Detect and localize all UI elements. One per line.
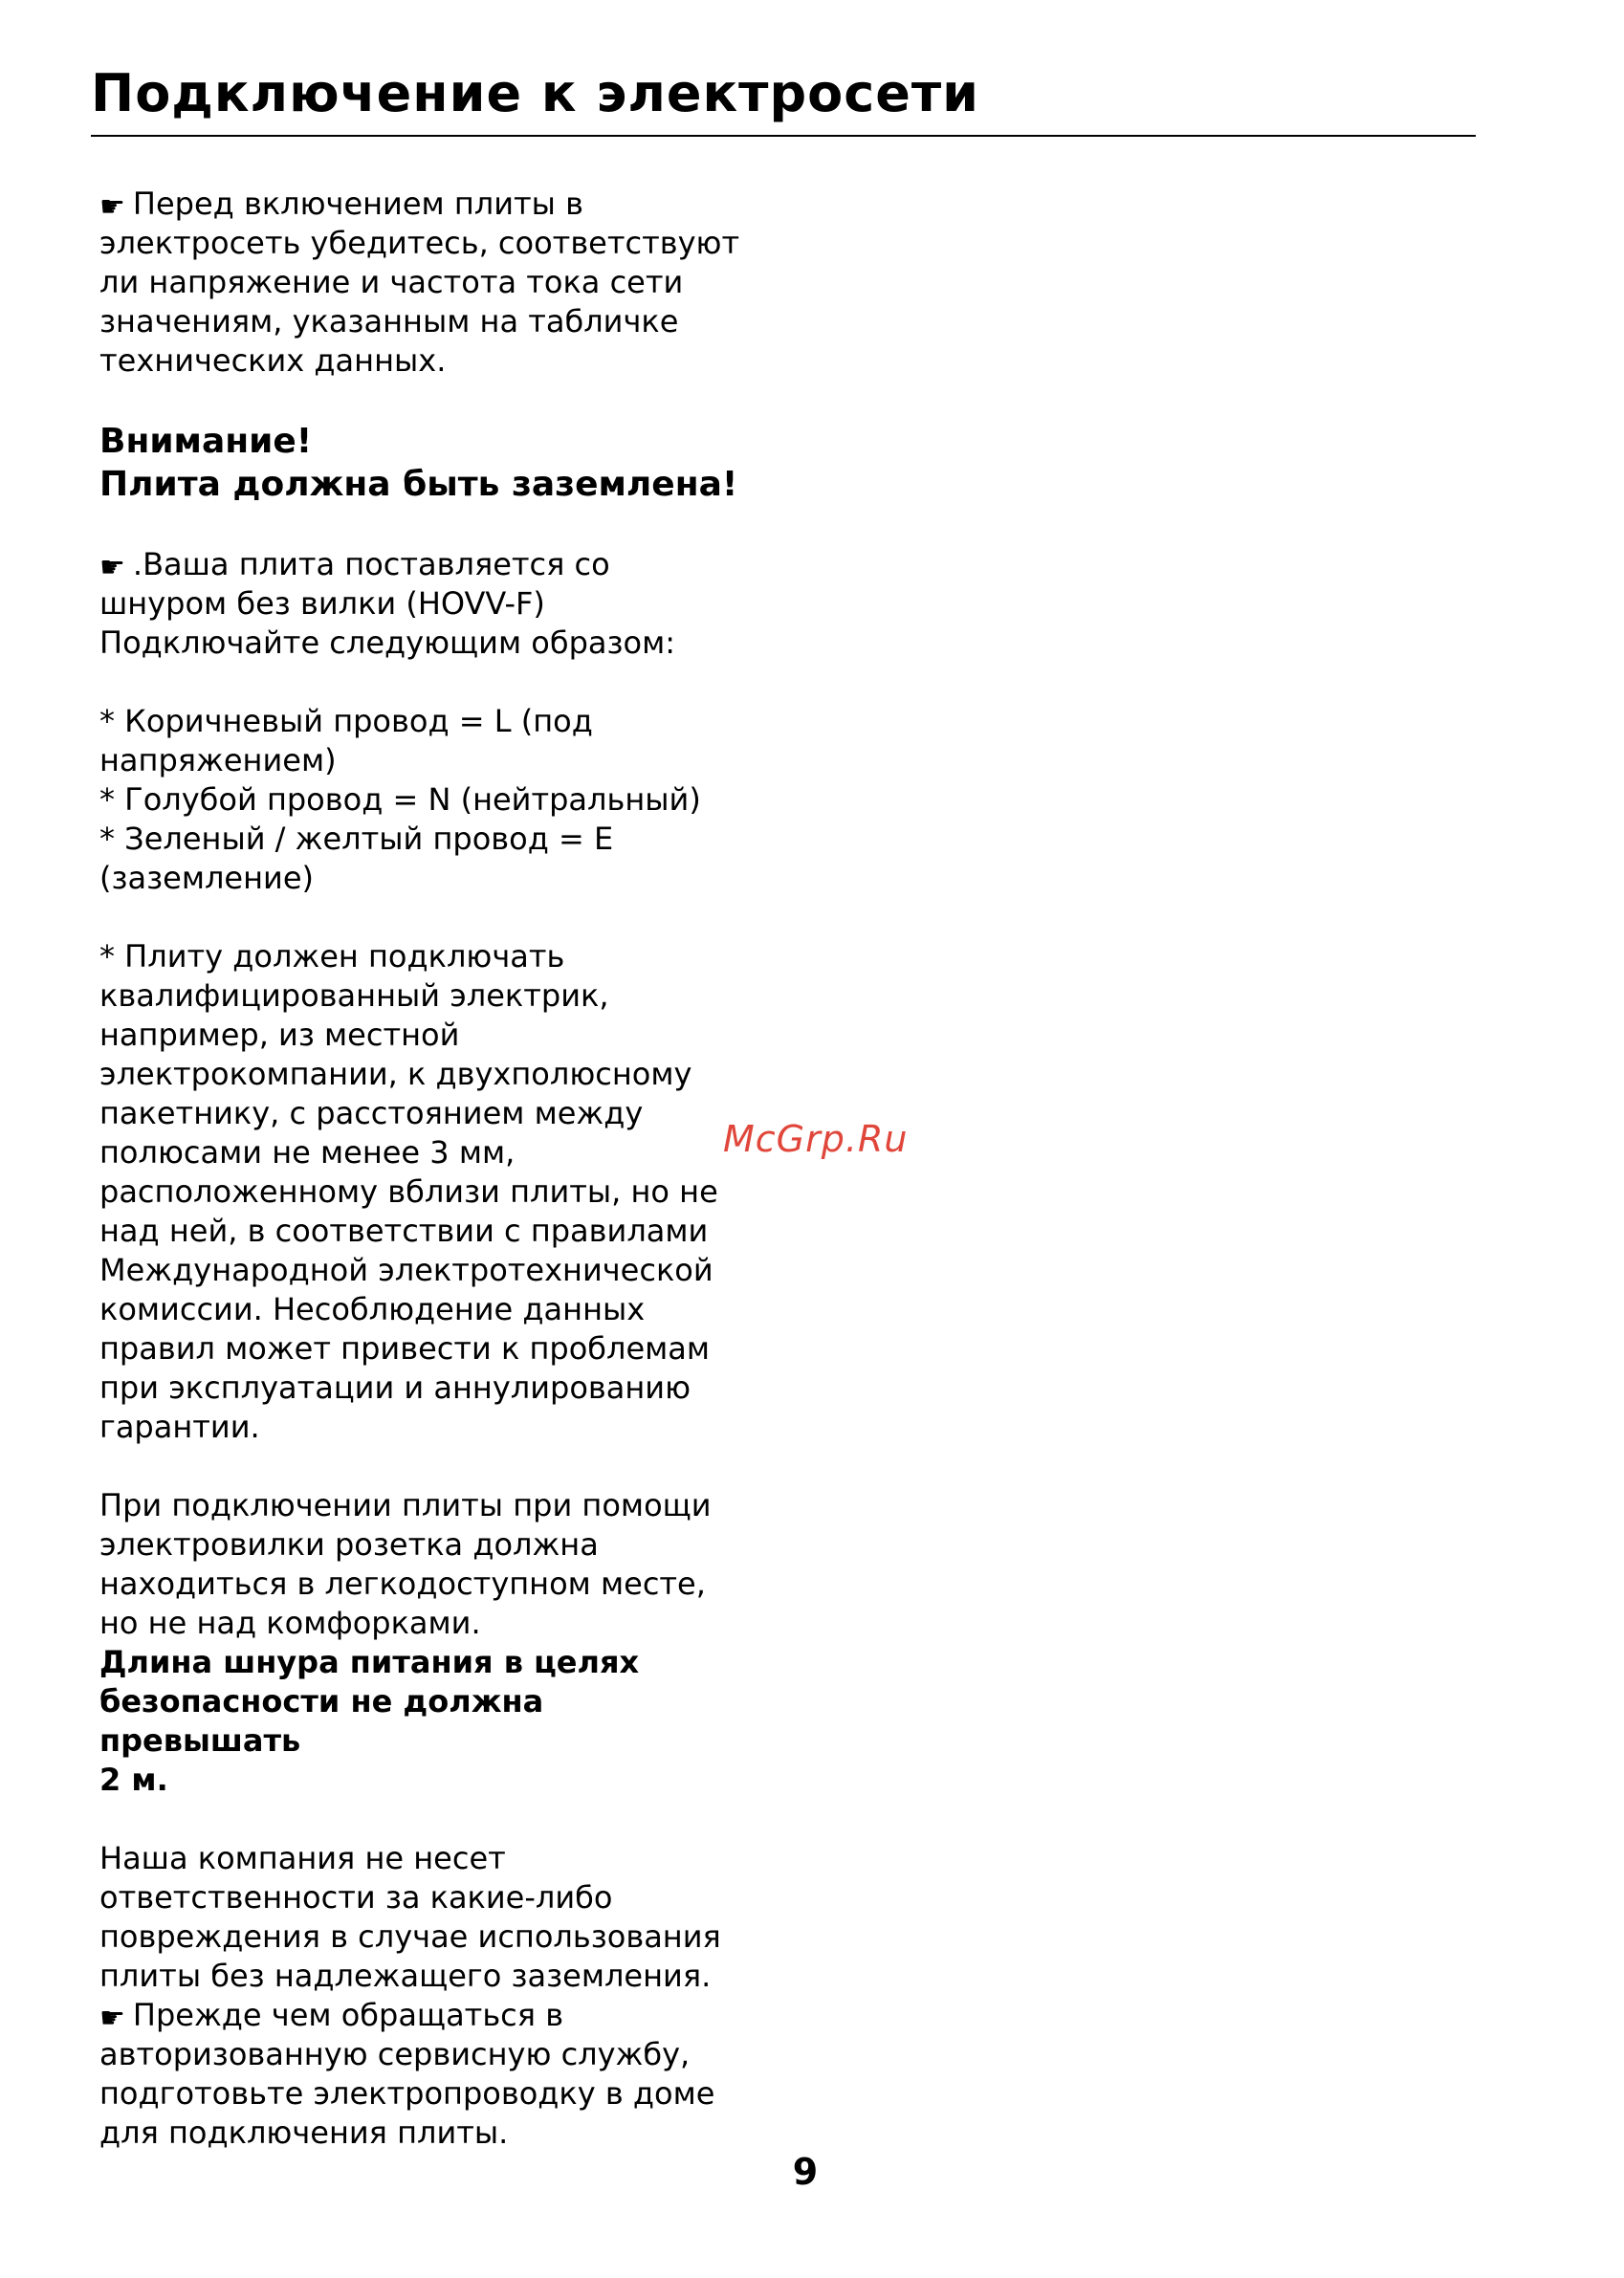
plug-paragraph	[99, 1486, 750, 1800]
text-line-bold: безопасности не должна превышать	[99, 1683, 544, 1759]
text-line: При подключении плиты при помощи	[99, 1487, 712, 1523]
spacer	[99, 506, 750, 545]
page-number: 9	[792, 2151, 819, 2193]
text-line: Подключайте следующим образом:	[99, 624, 676, 661]
text-line: электровилки розетка должна	[99, 1526, 599, 1563]
watermark: McGrp.Ru	[723, 1118, 909, 1160]
text-line: * Зеленый / желтый провод = E	[99, 821, 614, 857]
text-line-bold: 2 м.	[99, 1762, 168, 1798]
page-title: Подключение к электросети	[91, 63, 979, 123]
warning-text: Плита должна быть заземлена!	[99, 465, 738, 504]
text-line: ☛ Перед включением плиты в	[99, 186, 583, 224]
text-line: авторизованную сервисную службу,	[99, 2036, 691, 2072]
text-line: (заземление)	[99, 860, 314, 896]
text-line: Наша компания не несет	[99, 1840, 506, 1876]
text-line: электросеть убедитесь, соответствуют	[99, 225, 740, 261]
text-line-bold: Длина шнура питания в целях	[99, 1644, 640, 1680]
text-line: расположенному вблизи плиты, но не	[99, 1173, 718, 1210]
text-line: шнуром без вилки (HOVV-F)	[99, 585, 545, 622]
text-line: напряжением)	[99, 742, 337, 778]
text-line: гарантии.	[99, 1409, 260, 1445]
text-line: плиты без надлежащего заземления.	[99, 1958, 712, 1994]
warning-heading: Внимание!	[99, 422, 313, 461]
voltage-check-paragraph	[99, 185, 750, 381]
spacer	[99, 1447, 750, 1486]
text-line: Международной электротехнической	[99, 1252, 713, 1288]
spacer	[99, 898, 750, 937]
text-line: квалифицированный электрик,	[99, 977, 609, 1014]
document-body	[99, 185, 750, 2153]
text-line: пакетнику, с расстоянием между	[99, 1095, 644, 1131]
text-line: для подключения плиты.	[99, 2114, 509, 2151]
text-line: технических данных.	[99, 342, 447, 379]
text-line: ответственности за какие-либо	[99, 1879, 613, 1916]
text-line: электрокомпании, к двухполюсному	[99, 1056, 692, 1092]
text-line: но не над комфорками.	[99, 1605, 481, 1641]
pointing-hand-icon: ☛	[99, 2002, 125, 2035]
text-line: правил может привести к проблемам	[99, 1330, 711, 1367]
cord-supply-paragraph	[99, 545, 750, 663]
text-line: подготовьте электропроводку в доме	[99, 2075, 715, 2112]
wire-color-list	[99, 702, 750, 898]
text-line: находиться в легкодоступном месте,	[99, 1566, 706, 1602]
spacer	[99, 1800, 750, 1839]
liability-paragraph	[99, 1839, 750, 2153]
text-line: ли напряжение и частота тока сети	[99, 264, 684, 300]
grounding-warning	[99, 420, 750, 506]
text-line: повреждения в случае использования	[99, 1918, 721, 1955]
title-divider	[91, 135, 1476, 137]
text-line: значениям, указанным на табличке	[99, 303, 679, 340]
text-line: * Коричневый провод = L (под	[99, 703, 593, 739]
text-line: например, из местной	[99, 1017, 460, 1053]
pointing-hand-icon: ☛	[99, 551, 125, 584]
text-line: полюсами не менее 3 мм,	[99, 1134, 516, 1171]
text-line: при эксплуатации и аннулированию	[99, 1369, 691, 1406]
text-line: * Голубой провод = N (нейтральный)	[99, 781, 701, 818]
text-line: ☛ .Ваша плита поставляется со	[99, 546, 610, 584]
text-line: над ней, в соответствии с правилами	[99, 1213, 709, 1249]
spacer	[99, 663, 750, 702]
text-line: ☛ Прежде чем обращаться в	[99, 1997, 564, 2035]
spacer	[99, 381, 750, 420]
pointing-hand-icon: ☛	[99, 190, 125, 224]
text-line: * Плиту должен подключать	[99, 938, 565, 975]
electrician-paragraph	[99, 937, 750, 1447]
text-line: комиссии. Несоблюдение данных	[99, 1291, 646, 1327]
